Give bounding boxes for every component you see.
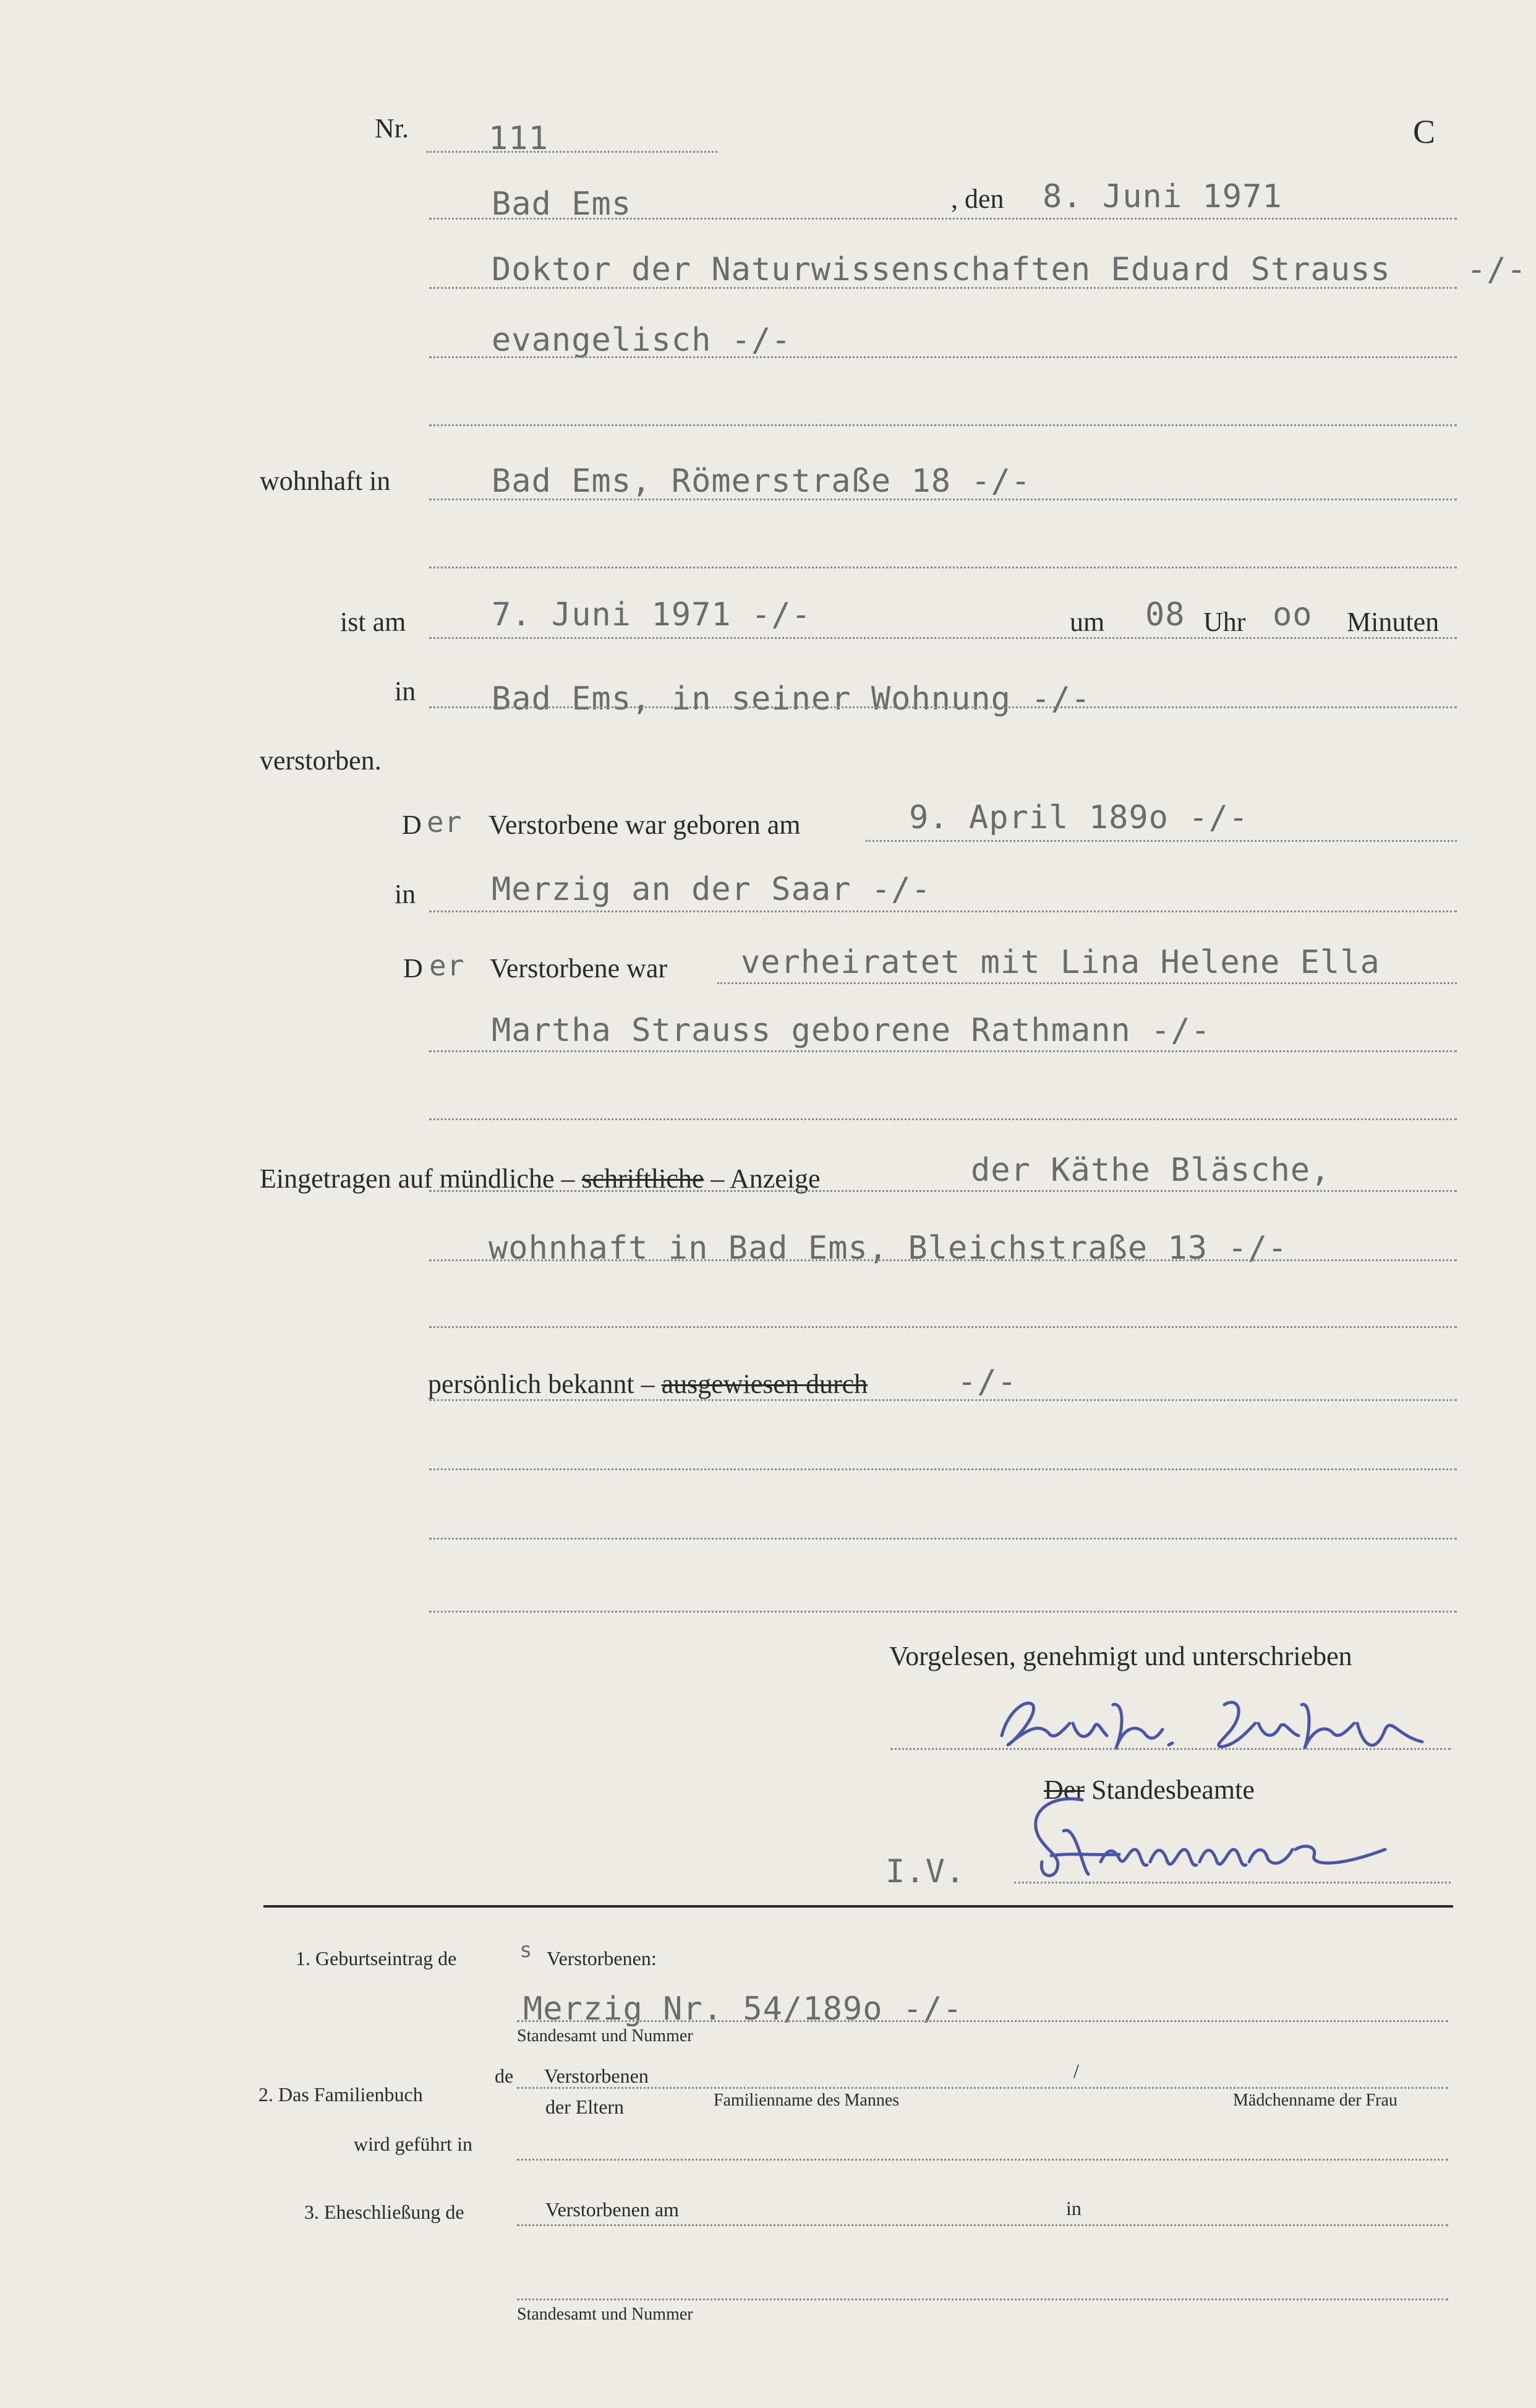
item1-sup: s bbox=[519, 1938, 533, 1963]
maedchenname-label: Mädchenname der Frau bbox=[1233, 2091, 1397, 2110]
registrar-signature-line bbox=[1014, 1882, 1451, 1883]
birth-label: Verstorbene war geboren am bbox=[489, 810, 801, 840]
item1-suffix: Verstorbenen: bbox=[547, 1947, 657, 1969]
place-value: Bad Ems bbox=[492, 186, 632, 223]
informant-line1: der Käthe Bläsche, bbox=[971, 1152, 1331, 1189]
wird-gefuehrt-label: wird geführt in bbox=[354, 2133, 472, 2155]
nr-label: Nr. bbox=[375, 113, 409, 144]
item2-der-eltern: der Eltern bbox=[545, 2096, 625, 2118]
registrar-prefix: Der bbox=[1044, 1775, 1085, 1805]
marital-der-suffix: er bbox=[429, 949, 465, 982]
minute-value: oo bbox=[1273, 596, 1313, 633]
informant-line2-rule bbox=[429, 1259, 1457, 1261]
death-in-label: in bbox=[395, 676, 416, 706]
den-label: , den bbox=[951, 184, 1004, 214]
informant-signature-line bbox=[890, 1748, 1451, 1750]
birth-der-prefix: D bbox=[402, 810, 422, 840]
item2-de-prefix: de bbox=[495, 2065, 514, 2087]
marital-line2-rule bbox=[429, 1050, 1457, 1052]
death-date-line bbox=[429, 637, 1457, 639]
blank-line-5 bbox=[429, 1468, 1457, 1470]
registration-suffix: – Anzeige bbox=[710, 1163, 821, 1194]
hour-value: 08 bbox=[1145, 596, 1185, 633]
corner-letter: C bbox=[1413, 113, 1436, 150]
item3-line bbox=[517, 2224, 1448, 2226]
item3-value: Verstorbenen am bbox=[545, 2198, 679, 2221]
birth-place-value: Merzig an der Saar -/- bbox=[492, 871, 931, 908]
identity-struck: ausgewiesen durch bbox=[661, 1369, 868, 1399]
uhr-label: Uhr bbox=[1203, 607, 1246, 637]
nr-value: 111 bbox=[489, 120, 548, 157]
residence-value: Bad Ems, Römerstraße 18 -/- bbox=[492, 463, 1031, 500]
blank-line-2 bbox=[429, 567, 1457, 568]
marital-line1-rule bbox=[717, 982, 1457, 984]
identity-line bbox=[429, 1399, 1457, 1401]
ist-am-label: ist am bbox=[340, 607, 406, 637]
registrar-signature bbox=[1014, 1788, 1422, 1887]
blank-line-4 bbox=[429, 1326, 1457, 1328]
item1-line bbox=[517, 2020, 1448, 2022]
date-value: 8. Juni 1971 bbox=[1043, 178, 1282, 215]
nr-line bbox=[427, 151, 717, 153]
identity-known: persönlich bekannt – bbox=[428, 1369, 655, 1399]
minuten-label: Minuten bbox=[1347, 607, 1440, 637]
marital-der-prefix: D bbox=[403, 953, 423, 983]
registration-prefix: Eingetragen auf mündliche – bbox=[260, 1163, 575, 1194]
blank-line-3 bbox=[429, 1118, 1457, 1120]
birth-place-line bbox=[429, 910, 1457, 912]
item1-value: Merzig Nr. 54/189o -/- bbox=[523, 1990, 963, 2028]
residence-label: wohnhaft in bbox=[260, 466, 391, 496]
familienname-label: Familienname des Mannes bbox=[714, 2091, 900, 2110]
religion-line bbox=[429, 356, 1457, 358]
place-date-line bbox=[429, 218, 1457, 220]
read-approved-label: Vorgelesen, genehmigt und unterschrieben bbox=[889, 1641, 1352, 1671]
item3-label: 3. Eheschließung de bbox=[304, 2201, 464, 2223]
identity-value: -/- bbox=[957, 1363, 1017, 1400]
name-suffix: -/- bbox=[1467, 251, 1527, 288]
registration-text bbox=[260, 1165, 821, 1193]
item2-bottom-line bbox=[517, 2159, 1448, 2161]
marital-line2: Martha Strauss geborene Rathmann -/- bbox=[492, 1012, 1211, 1049]
marital-line1: verheiratet mit Lina Helene Ella bbox=[741, 944, 1380, 981]
birth-date-line bbox=[866, 840, 1457, 842]
residence-line bbox=[429, 499, 1457, 500]
informant-line2: wohnhaft in Bad Ems, Bleichstraße 13 -/- bbox=[489, 1230, 1288, 1267]
item3-in-label: in bbox=[1066, 2197, 1082, 2219]
registrar-label: Standesbeamte bbox=[1091, 1775, 1255, 1805]
name-value: Doktor der Naturwissenschaften Eduard Strauss bbox=[492, 251, 1391, 288]
verstorben-label: verstorben. bbox=[260, 745, 382, 776]
birth-der-suffix: er bbox=[427, 805, 463, 839]
religion-value: evangelisch -/- bbox=[492, 322, 791, 359]
death-date-value: 7. Juni 1971 -/- bbox=[492, 596, 811, 633]
item3-second-line bbox=[517, 2299, 1448, 2300]
name-line bbox=[429, 287, 1457, 289]
birth-date-value: 9. April 189o -/- bbox=[909, 799, 1249, 836]
um-label: um bbox=[1070, 607, 1105, 637]
blank-line-6 bbox=[429, 1538, 1457, 1540]
standesamt-nummer-label: Standesamt und Nummer bbox=[517, 2026, 693, 2046]
item2-verstorbenen: Verstorbenen bbox=[544, 2065, 649, 2087]
blank-line-1 bbox=[429, 424, 1457, 426]
footer-divider bbox=[263, 1905, 1453, 1908]
informant-line1-rule bbox=[429, 1190, 1457, 1192]
death-place-line bbox=[429, 706, 1457, 708]
blank-line-7 bbox=[429, 1611, 1457, 1613]
registration-struck: schriftliche bbox=[581, 1163, 704, 1194]
item1-label: 1. Geburtseintrag de bbox=[296, 1947, 457, 1969]
birth-in-label: in bbox=[395, 879, 416, 909]
death-place-value: Bad Ems, in seiner Wohnung -/- bbox=[492, 680, 1091, 718]
item2-label: 2. Das Familienbuch bbox=[258, 2083, 423, 2106]
standesamt-nummer-label-2: Standesamt und Nummer bbox=[517, 2305, 693, 2324]
item2-slash: / bbox=[1073, 2060, 1079, 2082]
identity-text bbox=[428, 1371, 868, 1398]
iv-label: I.V. bbox=[885, 1853, 966, 1890]
marital-label: Verstorbene war bbox=[490, 953, 668, 983]
item2-top-line bbox=[517, 2087, 1448, 2089]
